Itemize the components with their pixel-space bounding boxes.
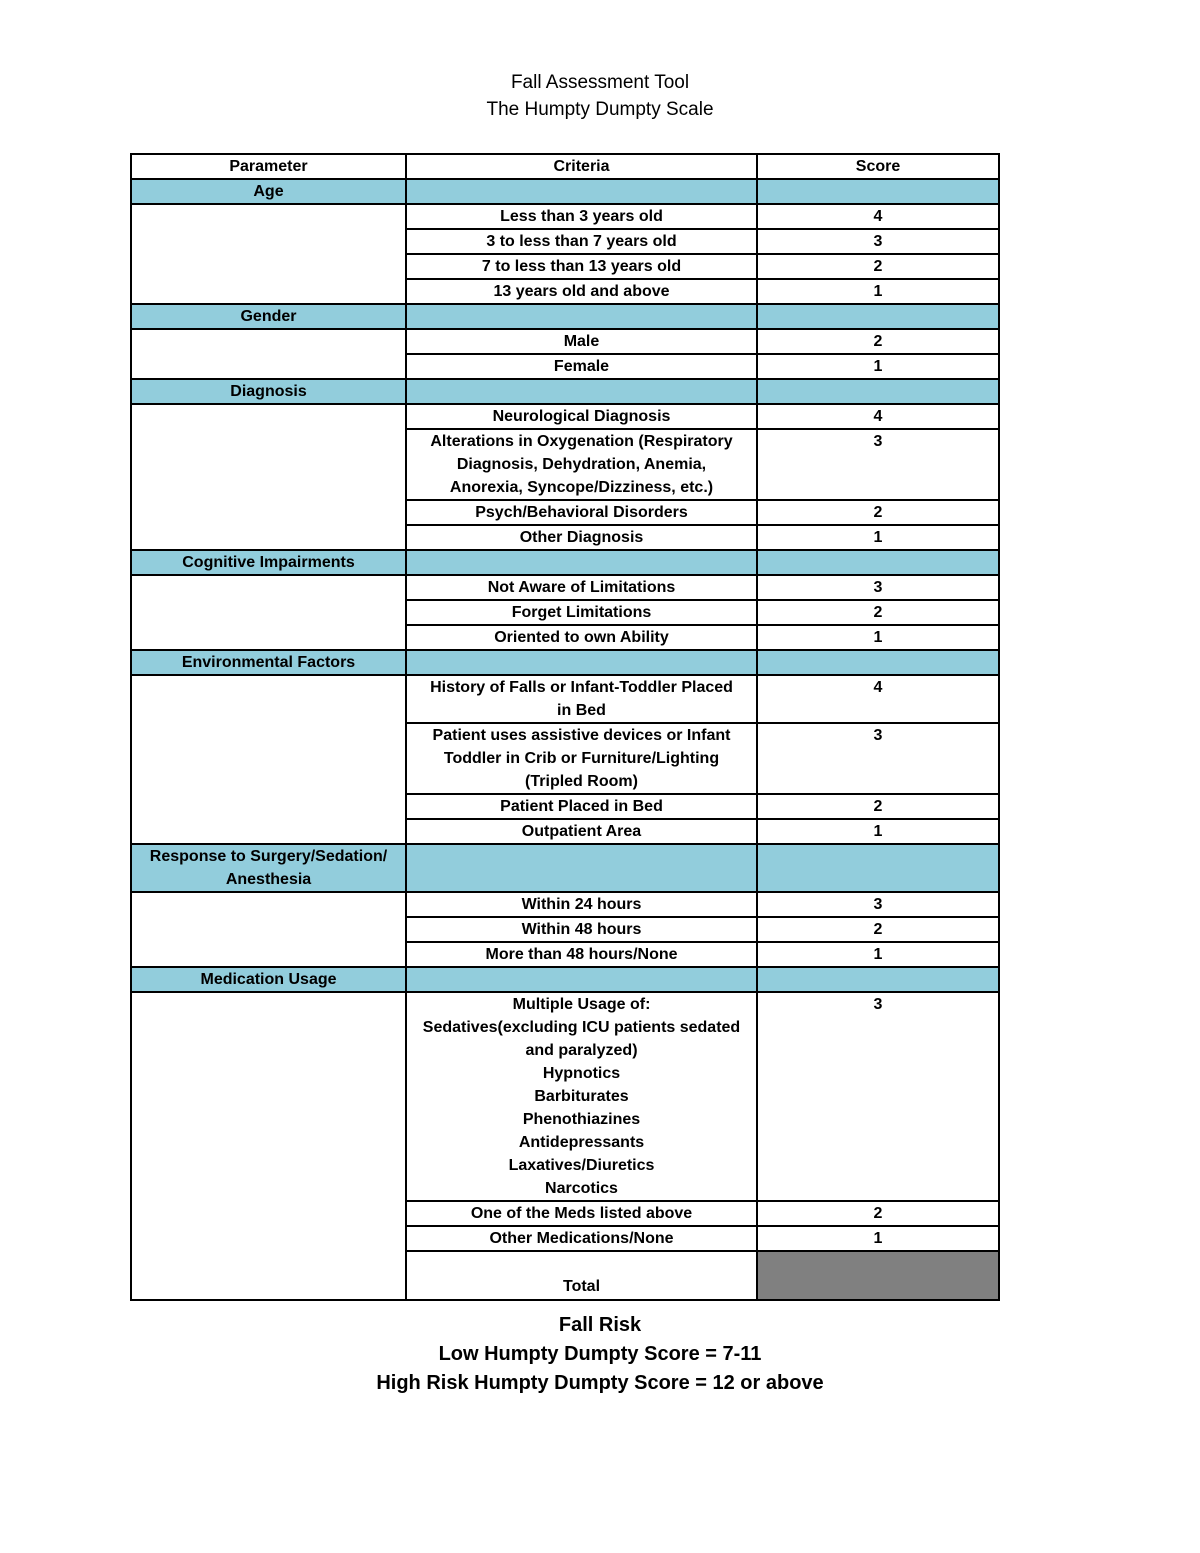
criteria-line: in Bed xyxy=(557,702,606,719)
criteria-line: 3 to less than 7 years old xyxy=(486,233,677,250)
criteria-line: History of Falls or Infant-Toddler Placed xyxy=(430,679,733,696)
criteria-cell xyxy=(406,429,757,500)
score-cell: 1 xyxy=(757,279,999,304)
score-cell: 1 xyxy=(757,819,999,844)
criteria-line: (Tripled Room) xyxy=(525,773,638,790)
criteria-line: 13 years old and above xyxy=(493,283,670,300)
score-cell: 3 xyxy=(757,575,999,600)
criteria-line: Sedatives(excluding ICU patients sedated xyxy=(422,1019,741,1036)
category-score-empty xyxy=(757,179,999,204)
criteria-row xyxy=(131,404,999,429)
criteria-line: Diagnosis, Dehydration, Anemia, xyxy=(456,456,707,473)
score-cell: 1 xyxy=(757,525,999,550)
score-cell: 2 xyxy=(757,917,999,942)
score-cell: 2 xyxy=(757,329,999,354)
assessment-table-body xyxy=(131,154,999,1300)
category-criteria-empty xyxy=(406,179,757,204)
score-cell: 4 xyxy=(757,204,999,229)
criteria-line: Multiple Usage of: xyxy=(512,996,651,1013)
criteria-cell xyxy=(406,1201,757,1226)
score-cell: 3 xyxy=(757,429,999,500)
criteria-cell xyxy=(406,404,757,429)
criteria-line: Within 48 hours xyxy=(521,921,642,938)
criteria-line: Narcotics xyxy=(545,1180,618,1197)
score-cell: 4 xyxy=(757,675,999,723)
criteria-line: Anorexia, Syncope/Dizziness, etc.) xyxy=(449,479,714,496)
high-risk-line: High Risk Humpty Dumpty Score = 12 or above xyxy=(376,1372,824,1394)
assessment-table xyxy=(130,153,1000,1301)
category-label: Diagnosis xyxy=(131,379,406,404)
category-criteria-empty xyxy=(406,379,757,404)
criteria-cell xyxy=(406,942,757,967)
score-cell: 3 xyxy=(757,992,999,1201)
parameter-blank-cell xyxy=(131,404,406,550)
criteria-line: Other Medications/None xyxy=(489,1230,674,1247)
criteria-cell xyxy=(406,204,757,229)
criteria-line: Outpatient Area xyxy=(521,823,642,840)
criteria-cell xyxy=(406,279,757,304)
document-subtitle: The Humpty Dumpty Scale xyxy=(486,99,714,120)
criteria-line: Within 24 hours xyxy=(521,896,642,913)
column-header-parameter: Parameter xyxy=(131,154,406,179)
category-label: Response to Surgery/Sedation/ Anesthesia xyxy=(131,844,406,892)
criteria-line: Other Diagnosis xyxy=(519,529,644,546)
score-cell: 2 xyxy=(757,500,999,525)
criteria-cell xyxy=(406,675,757,723)
criteria-cell xyxy=(406,500,757,525)
parameter-blank-cell xyxy=(131,675,406,844)
score-cell: 1 xyxy=(757,942,999,967)
score-cell: 3 xyxy=(757,229,999,254)
category-row xyxy=(131,550,999,575)
criteria-line: More than 48 hours/None xyxy=(485,946,678,963)
parameter-blank-cell xyxy=(131,329,406,379)
parameter-blank-cell xyxy=(131,204,406,304)
criteria-line: and paralyzed) xyxy=(525,1042,638,1059)
criteria-cell xyxy=(406,354,757,379)
category-score-empty xyxy=(757,844,999,892)
criteria-cell xyxy=(406,600,757,625)
criteria-cell xyxy=(406,794,757,819)
category-row xyxy=(131,844,999,892)
criteria-line: Oriented to own Ability xyxy=(494,629,669,646)
score-cell: 2 xyxy=(757,1201,999,1226)
criteria-cell xyxy=(406,625,757,650)
criteria-line: Psych/Behavioral Disorders xyxy=(475,504,688,521)
criteria-cell xyxy=(406,575,757,600)
criteria-cell xyxy=(406,819,757,844)
category-score-empty xyxy=(757,650,999,675)
criteria-cell xyxy=(406,917,757,942)
criteria-row xyxy=(131,675,999,723)
category-label: Age xyxy=(131,179,406,204)
score-cell: 1 xyxy=(757,625,999,650)
criteria-line: Not Aware of Limitations xyxy=(487,579,676,596)
fall-risk-heading: Fall Risk xyxy=(558,1314,642,1336)
criteria-line: Male xyxy=(563,333,600,350)
criteria-line: Patient uses assistive devices or Infant xyxy=(432,727,731,744)
criteria-line: Phenothiazines xyxy=(522,1111,641,1128)
category-label: Cognitive Impairments xyxy=(131,550,406,575)
criteria-line: Forget Limitations xyxy=(511,604,652,621)
criteria-line: Female xyxy=(553,358,610,375)
score-cell: 2 xyxy=(757,794,999,819)
score-cell: 4 xyxy=(757,404,999,429)
criteria-cell xyxy=(406,525,757,550)
score-cell: 2 xyxy=(757,254,999,279)
criteria-row xyxy=(131,329,999,354)
criteria-line: One of the Meds listed above xyxy=(470,1205,693,1222)
criteria-row xyxy=(131,204,999,229)
score-cell: 3 xyxy=(757,892,999,917)
category-label: Environmental Factors xyxy=(131,650,406,675)
category-score-empty xyxy=(757,550,999,575)
category-row xyxy=(131,379,999,404)
criteria-cell xyxy=(406,892,757,917)
parameter-blank-cell xyxy=(131,575,406,650)
category-score-empty xyxy=(757,379,999,404)
criteria-line: Hypnotics xyxy=(542,1065,621,1082)
criteria-line: Laxatives/Diuretics xyxy=(508,1157,655,1174)
category-criteria-empty xyxy=(406,650,757,675)
criteria-line: Toddler in Crib or Furniture/Lighting xyxy=(443,750,720,767)
criteria-line: 7 to less than 13 years old xyxy=(481,258,682,275)
criteria-line: Alterations in Oxygenation (Respiratory xyxy=(430,433,733,450)
low-risk-line: Low Humpty Dumpty Score = 7-11 xyxy=(438,1343,762,1365)
criteria-row xyxy=(131,575,999,600)
category-score-empty xyxy=(757,304,999,329)
category-label: Gender xyxy=(131,304,406,329)
column-header-score: Score xyxy=(757,154,999,179)
criteria-cell xyxy=(406,329,757,354)
category-score-empty xyxy=(757,967,999,992)
score-cell: 2 xyxy=(757,600,999,625)
category-row xyxy=(131,304,999,329)
score-cell: 1 xyxy=(757,354,999,379)
criteria-cell xyxy=(406,723,757,794)
document-title: Fall Assessment Tool xyxy=(510,72,690,93)
category-row xyxy=(131,179,999,204)
criteria-line: Barbiturates xyxy=(534,1088,629,1105)
criteria-line: Neurological Diagnosis xyxy=(492,408,671,425)
total-label: Total xyxy=(406,1251,757,1300)
category-label: Medication Usage xyxy=(131,967,406,992)
criteria-cell xyxy=(406,992,757,1201)
category-criteria-empty xyxy=(406,304,757,329)
category-criteria-empty xyxy=(406,967,757,992)
criteria-cell xyxy=(406,1226,757,1251)
criteria-cell xyxy=(406,254,757,279)
score-cell: 1 xyxy=(757,1226,999,1251)
column-header-criteria: Criteria xyxy=(406,154,757,179)
criteria-line: Less than 3 years old xyxy=(500,208,663,225)
category-row xyxy=(131,967,999,992)
criteria-line: Patient Placed in Bed xyxy=(500,798,663,815)
category-criteria-empty xyxy=(406,844,757,892)
parameter-blank-cell xyxy=(131,992,406,1300)
score-cell: 3 xyxy=(757,723,999,794)
table-header-row xyxy=(131,154,999,179)
parameter-blank-cell xyxy=(131,892,406,967)
category-row xyxy=(131,650,999,675)
criteria-line: Antidepressants xyxy=(518,1134,645,1151)
criteria-row xyxy=(131,892,999,917)
category-criteria-empty xyxy=(406,550,757,575)
total-score-cell xyxy=(757,1251,999,1300)
criteria-row xyxy=(131,992,999,1201)
criteria-cell xyxy=(406,229,757,254)
